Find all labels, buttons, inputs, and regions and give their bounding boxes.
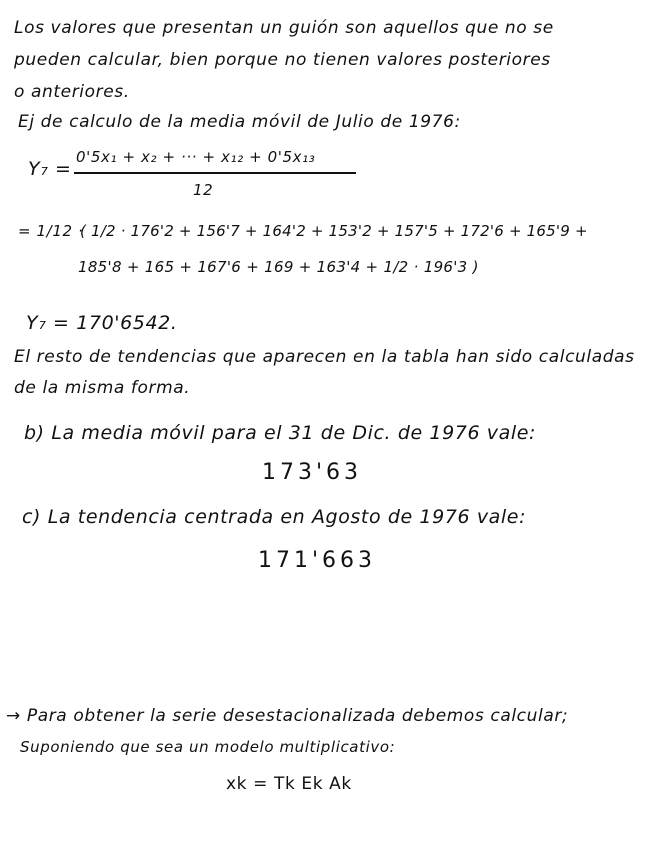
part-b-text: b) La media móvil para el 31 de Dic. de 1976 vale:: [24, 422, 537, 444]
deseason-line-2: Suponiendo que sea un modelo multiplicativo:: [20, 738, 396, 756]
intro-line-1: Los valores que presentan un guión son aquellos que no se: [14, 18, 554, 38]
part-c-text: c) La tendencia centrada en Agosto de 1976 vale:: [22, 506, 527, 528]
part-c-value: 171'663: [258, 548, 377, 573]
example-title: Ej de calculo de la media móvil de Julio de 1976:: [18, 112, 461, 132]
formula-denominator: 12: [193, 181, 214, 199]
formula-result: Y₇ = 170'6542.: [26, 312, 178, 334]
fraction-bar: [74, 172, 356, 174]
model-formula: xk = Tk Ek Ak: [226, 774, 352, 794]
expansion-row-2: 185'8 + 165 + 167'6 + 169 + 163'4 + 1/2 · 196'3 ): [78, 258, 479, 276]
intro-line-2: pueden calcular, bien porque no tienen valores posteriores: [14, 50, 551, 70]
formula-lhs: Y₇ =: [28, 158, 72, 180]
intro-line-3: o anteriores.: [14, 82, 130, 102]
deseason-line-1: → Para obtener la serie desestacionalizada debemos calcular;: [6, 706, 569, 726]
rest-line-1: El resto de tendencias que aparecen en la tabla han sido calculadas: [14, 347, 635, 367]
part-b-value: 173'63: [262, 460, 363, 485]
expansion-prefix: = 1/12 ·: [18, 222, 84, 240]
expansion-row-1: ( 1/2 · 176'2 + 156'7 + 164'2 + 153'2 + 157'5 + 172'6 + 165'9 +: [80, 222, 588, 240]
formula-numerator: 0'5x₁ + x₂ + ··· + x₁₂ + 0'5x₁₃: [76, 148, 316, 166]
rest-line-2: de la misma forma.: [14, 378, 191, 398]
